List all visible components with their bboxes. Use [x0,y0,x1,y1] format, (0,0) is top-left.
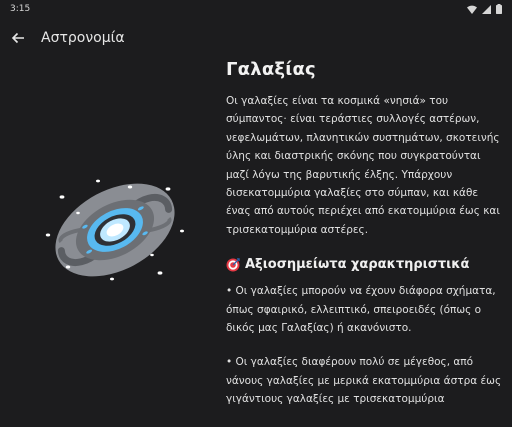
arrow-back-icon[interactable] [10,30,26,46]
status-icons [467,4,502,14]
spiral-galaxy-illustration [40,175,190,285]
section-heading [226,257,506,272]
feature-bullet-1: • Οι γαλαξίες μπορούν να έχουν διάφορα σχήματα, όπως σφαιρικό, ελλειπτικό, σπειροειδές (όπως ο δικός μας Γαλαξίας) ή ακανόνιστο. [226,285,496,335]
article-content [226,58,506,425]
status-bar [0,0,512,18]
article-body: Οι γαλαξίες είναι τα κοσμικά «νησιά» του σύμπαντος· είναι τεράστιες συλλογές αστέρων, νεφελωμάτων, πλανητικών συστημάτων, σκοτεινής ύλης και διαστρικής σκόνης που συγκρατούνται μαζί λόγω της βαρυτικής έλξης. Υπάρχουν δισεκατομμύρια γαλαξίες στο σύμπαν, και κάθε ένας από αυτούς περιέχει από εκατομμύρια έως και τρισεκατομμύρια αστέρες. [226,95,500,236]
feature-bullet-2: • Οι γαλαξίες διαφέρουν πολύ σε μέγεθος, από νάνους γαλαξίες με μερικά εκατομμύρια άστρα έως γιγάντιους γαλαξίες με τρισεκατομμύρια [226,356,502,406]
app-title: Αστρονομία [41,30,125,46]
cell-signal-icon [482,5,491,14]
battery-icon [496,4,502,14]
app-bar [0,18,512,58]
target-icon [226,258,240,272]
article-title: Γαλαξίας [226,59,316,80]
status-time: 3:15 [10,4,31,14]
wifi-icon [467,5,477,14]
section-title: Αξιοσημείωτα χαρακτηριστικά [245,257,470,273]
